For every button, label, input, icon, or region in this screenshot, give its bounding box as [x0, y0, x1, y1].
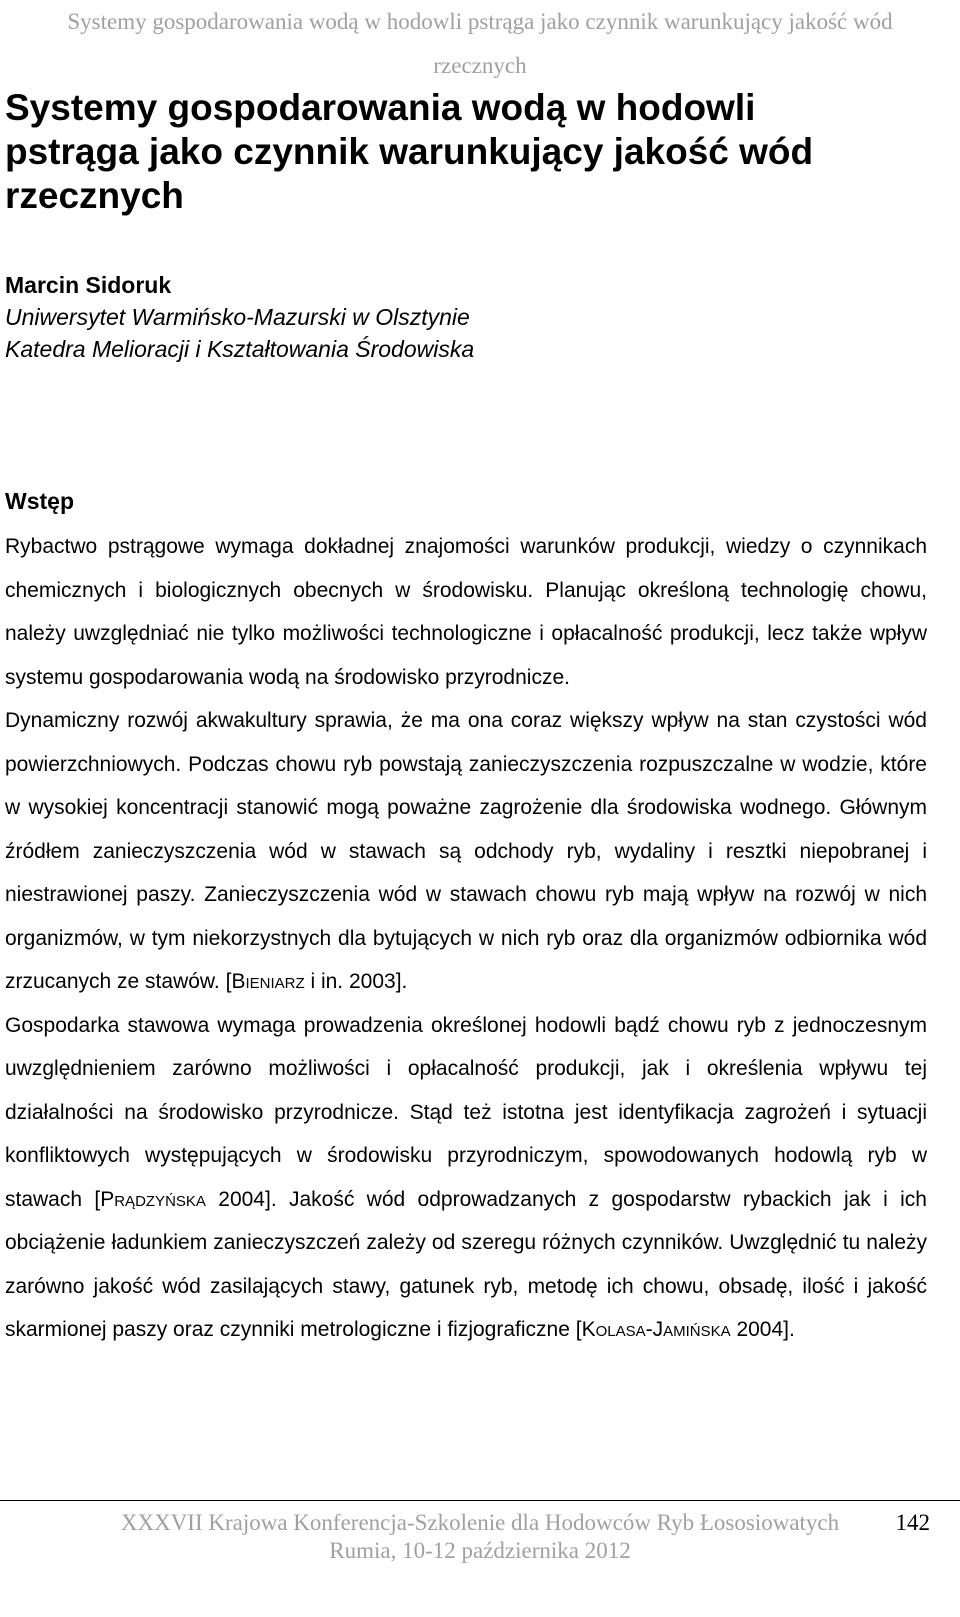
author-block: [5, 269, 474, 365]
running-header: [0, 0, 960, 88]
paper-title-line-1: Systemy gospodarowania wodą w hodowli: [5, 87, 756, 128]
conference-place-date: Rumia, 10-12 października 2012: [329, 1538, 631, 1563]
citation-author: Prądzyńska: [100, 1187, 206, 1211]
conference-info: [0, 1509, 960, 1565]
paragraph-2: [5, 699, 927, 1004]
body-text: [5, 525, 927, 1352]
paper-title: [5, 86, 935, 218]
affiliation-department: Katedra Melioracji i Kształtowania Środowiska: [5, 336, 475, 362]
section-heading: Wstęp: [5, 488, 74, 514]
paragraph-3-text-b: 2004]. Jakość wód odprowadzanych z gospodarstw rybackich jak i ich obciążenie ładunkiem zanieczyszczeń zależy od szeregu różnych czynników. Uwzględnić tu należy zarówno jakość wód zasilających stawy, gatunek ryb, metodę ich chowu, obsadę, ilość i jakość skarmionej paszy oraz czynniki metrologiczne i fizjograficzne [: [5, 1187, 927, 1341]
running-title-line-1: Systemy gospodarowania wodą w hodowli pstrąga jako czynnik warunkujący jakość wód: [67, 9, 893, 34]
paragraph-2-text-a: Dynamiczny rozwój akwakultury sprawia, że ma ona coraz większy wpływ na stan czystości wód powierzchniowych. Podczas chowu ryb powstają zanieczyszczenia rozpuszczalne w wodzie, które w wysokiej koncentracji stanowić mogą poważne zagrożenie dla środowiska wodnego. Głównym źródłem zanieczyszczenia wód w stawach są odchody ryb, wydaliny i resztki niepobranej i niestrawionej paszy. Zanieczyszczenia wód w stawach chowu ryb mają wpływ na rozwój w nich organizmów, w tym niekorzystnych dla bytujących w nich ryb oraz dla organizmów odbiornika wód zrzucanych ze stawów. [: [5, 709, 927, 993]
affiliation-university: Uniwersytet Warmińsko-Mazurski w Olsztynie: [5, 304, 470, 330]
citation-author: Bieniarz: [231, 970, 305, 993]
paper-title-line-3: rzecznych: [5, 175, 184, 216]
page-footer: [0, 1500, 960, 1563]
paragraph-2-text-b: i in. 2003].: [304, 970, 408, 993]
conference-name: XXXVII Krajowa Konferencja-Szkolenie dla Hodowców Ryb Łososiowatych: [120, 1510, 840, 1535]
author-name: Marcin Sidoruk: [5, 272, 172, 298]
running-title-line-2: rzecznych: [433, 53, 527, 78]
paper-title-line-2: pstrąga jako czynnik warunkujący jakość wód: [5, 131, 814, 172]
paragraph-1: Rybactwo pstrągowe wymaga dokładnej znajomości warunków produkcji, wiedzy o czynnikach chemicznych i biologicznych obecnych w środowisku. Planując określoną technologię chowu, należy uwzględniać nie tylko możliwości technologiczne i opłacalność produkcji, lecz także wpływ systemu gospodarowania wodą na środowisko przyrodnicze.: [5, 535, 927, 689]
page-number: 142: [895, 1510, 930, 1535]
paragraph-3-text-c: 2004].: [730, 1318, 795, 1341]
citation-author: Kolasa-Jamińska: [581, 1318, 731, 1341]
paragraph-3: [5, 1004, 927, 1352]
paragraph-3-text-a: Gospodarka stawowa wymaga prowadzenia określonej hodowli bądź chowu ryb z jednoczesnym uwzględnieniem zarówno możliwości i opłacalność produkcji, jak i określenia wpływu tej działalności na środowisko przyrodnicze. Stąd też istotna jest identyfikacja zagrożeń i sytuacji konfliktowych występujących w środowisku przyrodniczym, spowodowanych hodowlą ryb w stawach [: [5, 1013, 927, 1211]
